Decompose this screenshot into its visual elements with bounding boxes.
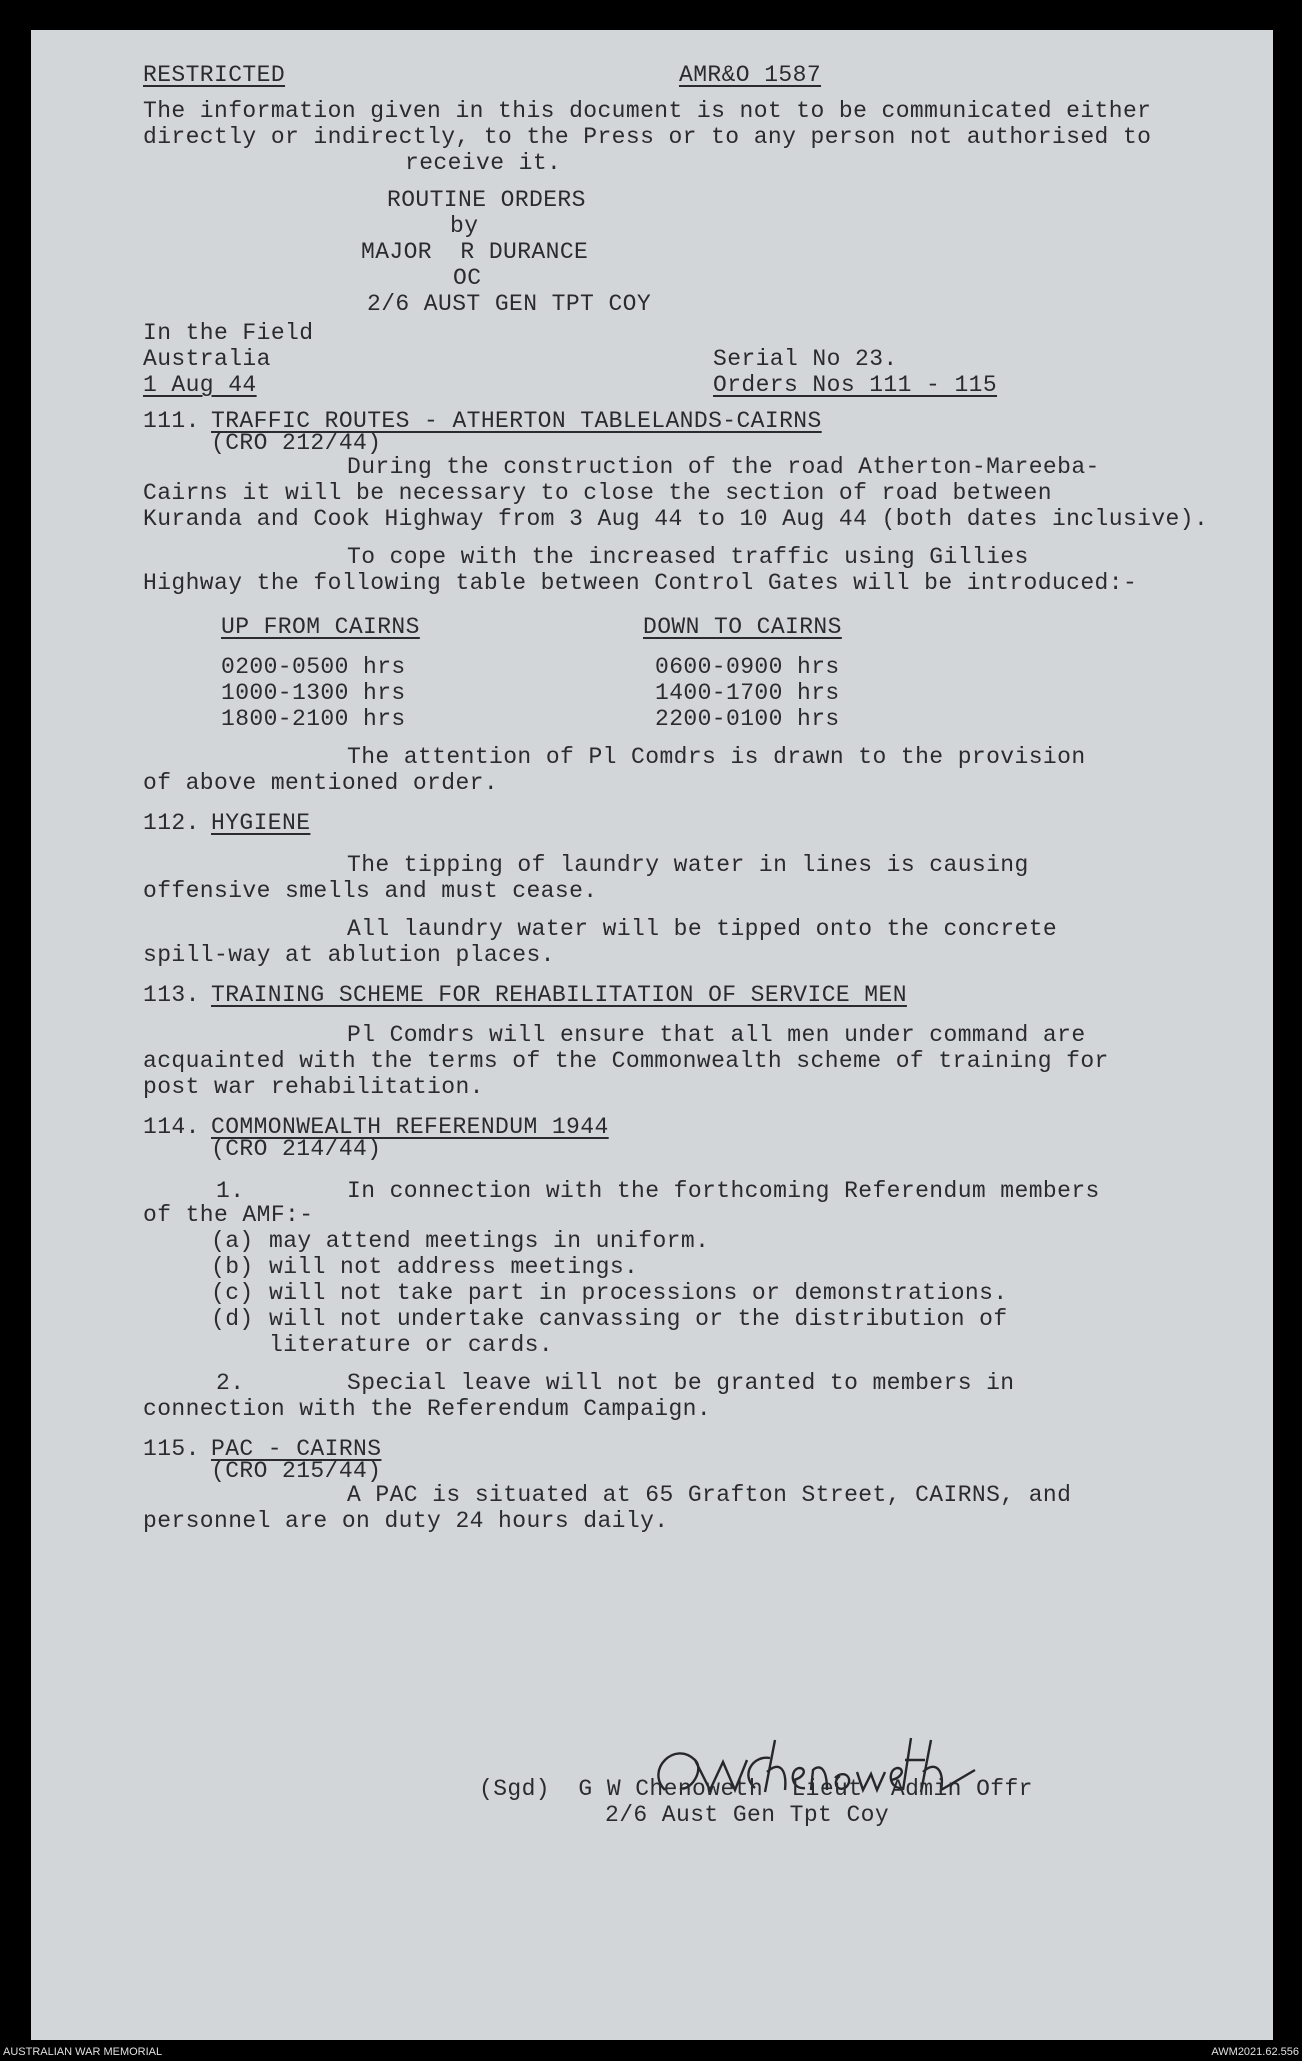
down-time: 1400-1700 hrs [655, 680, 840, 706]
classification-label: RESTRICTED [143, 62, 286, 88]
paragraph-line: Pl Comdrs will ensure that all men under command are [347, 1022, 1086, 1048]
order-heading: TRAFFIC ROUTES - ATHERTON TABLELANDS-CAIRNS [211, 408, 822, 434]
signature-line: (Sgd) G W Chenoweth Lieut Admin Offr [479, 1776, 1033, 1802]
paragraph-line: The tipping of laundry water in lines is causing [347, 852, 1029, 878]
footer-institution: AUSTRALIAN WAR MEMORIAL [3, 2046, 163, 2058]
paragraph-line: Kuranda and Cook Highway from 3 Aug 44 to 10 Aug 44 (both dates inclusive). [143, 506, 1209, 532]
down-time: 2200-0100 hrs [655, 706, 840, 732]
paragraph-line: A PAC is situated at 65 Grafton Street, CAIRNS, and [347, 1482, 1072, 1508]
list-item: may attend meetings in uniform. [269, 1228, 710, 1254]
up-from-cairns-header: UP FROM CAIRNS [221, 614, 420, 640]
paragraph-line: Special leave will not be granted to members in [347, 1370, 1015, 1396]
order-number: 113. [143, 982, 200, 1008]
title-line: 2/6 AUST GEN TPT COY [367, 291, 652, 317]
title-line: OC [453, 265, 482, 291]
up-time: 1800-2100 hrs [221, 706, 406, 732]
title-line: MAJOR R DURANCE [361, 239, 589, 265]
paragraph-line: To cope with the increased traffic using Gillies [347, 544, 1029, 570]
paragraph-line: During the construction of the road Atherton-Mareeba- [347, 454, 1100, 480]
up-time: 0200-0500 hrs [221, 654, 406, 680]
list-item: will not address meetings. [269, 1254, 639, 1280]
signature-unit: 2/6 Aust Gen Tpt Coy [605, 1802, 890, 1828]
list-item-label: (b) [211, 1254, 254, 1280]
paragraph-line: post war rehabilitation. [143, 1074, 484, 1100]
paragraph-line: All laundry water will be tipped onto the concrete [347, 916, 1058, 942]
serial-number: Serial No 23. [713, 346, 898, 372]
order-reference: (CRO 214/44) [211, 1136, 382, 1162]
order-heading: PAC - CAIRNS [211, 1436, 382, 1462]
paragraph-number: 1. [216, 1178, 245, 1204]
order-number: 115. [143, 1436, 200, 1462]
title-line: ROUTINE ORDERS [387, 187, 586, 213]
order-number: 112. [143, 810, 200, 836]
paragraph-line: spill-way at ablution places. [143, 942, 555, 968]
down-to-cairns-header: DOWN TO CAIRNS [643, 614, 842, 640]
paragraph-line: connection with the Referendum Campaign. [143, 1396, 712, 1422]
order-heading: HYGIENE [211, 810, 311, 836]
paragraph-line: of above mentioned order. [143, 770, 499, 796]
list-item-label: (c) [211, 1280, 254, 1306]
paragraph-line: In connection with the forthcoming Referendum members [347, 1178, 1100, 1204]
paragraph-line: offensive smells and must cease. [143, 878, 598, 904]
order-heading: COMMONWEALTH REFERENDUM 1944 [211, 1114, 609, 1140]
footer-accession-number: AWM2021.62.556 [1211, 2046, 1299, 2058]
order-number: 114. [143, 1114, 200, 1140]
place-line: In the Field [143, 320, 314, 346]
up-time: 1000-1300 hrs [221, 680, 406, 706]
list-item-label: (a) [211, 1228, 254, 1254]
orders-numbers: Orders Nos 111 - 115 [713, 372, 998, 398]
list-item: will not undertake canvassing or the distribution of [269, 1306, 1008, 1332]
document-reference: AMR&O 1587 [679, 62, 822, 88]
paragraph-line: Cairns it will be necessary to close the section of road between [143, 480, 1052, 506]
title-line: by [450, 213, 479, 239]
notice-line: directly or indirectly, to the Press or to any person not authorised to [143, 124, 1152, 150]
document-page [31, 30, 1273, 2040]
archive-footer [0, 2044, 1302, 2061]
place-line: Australia [143, 346, 271, 372]
paragraph-line: personnel are on duty 24 hours daily. [143, 1508, 669, 1534]
paragraph-line: acquainted with the terms of the Commonwealth scheme of training for [143, 1048, 1109, 1074]
list-item: will not take part in processions or demonstrations. [269, 1280, 1008, 1306]
list-item-continuation: literature or cards. [269, 1332, 554, 1358]
order-reference: (CRO 215/44) [211, 1458, 382, 1484]
order-number: 111. [143, 408, 200, 434]
order-heading: TRAINING SCHEME FOR REHABILITATION OF SERVICE MEN [211, 982, 907, 1008]
down-time: 0600-0900 hrs [655, 654, 840, 680]
order-reference: (CRO 212/44) [211, 430, 382, 456]
notice-line: The information given in this document is not to be communicated either [143, 98, 1152, 124]
paragraph-line: Highway the following table between Control Gates will be introduced:- [143, 570, 1138, 596]
notice-line: receive it. [405, 150, 562, 176]
list-item-label: (d) [211, 1306, 254, 1332]
date-line: 1 Aug 44 [143, 372, 257, 398]
paragraph-line: The attention of Pl Comdrs is drawn to the provision [347, 744, 1086, 770]
paragraph-number: 2. [216, 1370, 245, 1396]
paragraph-line: of the AMF:- [143, 1202, 314, 1228]
